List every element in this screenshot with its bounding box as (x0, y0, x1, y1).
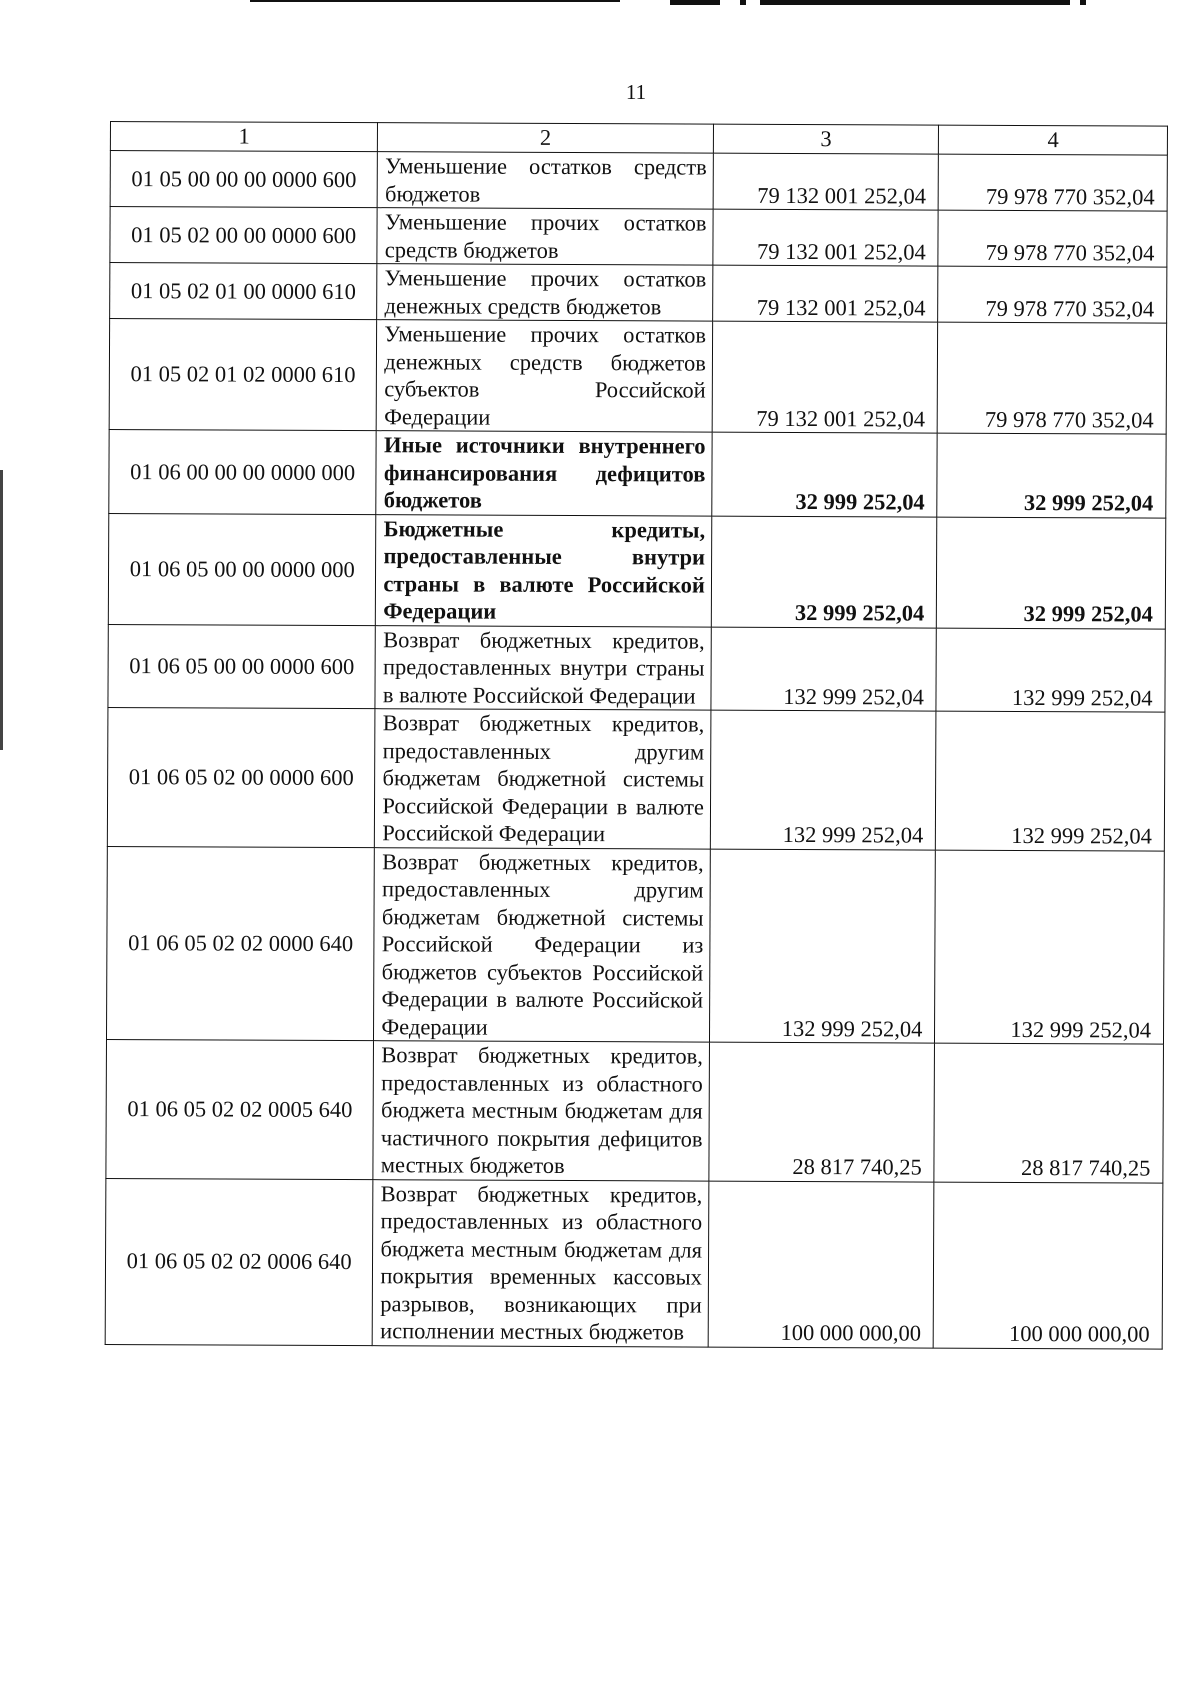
row-value-col3-cell: 100 000 000,00 (708, 1181, 934, 1348)
row-value-col4-cell: 79 978 770 352,04 (938, 322, 1167, 434)
table-row (105, 1178, 1163, 1349)
row-value-col3-cell: 132 999 252,04 (711, 627, 937, 711)
row-code-cell: 01 05 02 01 00 0000 610 (110, 263, 378, 320)
table-header-row (110, 122, 1167, 156)
row-name-cell: Возврат бюджетных кредитов, предоставленных из областного бюджета местным бюджетам для частичного покрытия дефицитов местных бюджетов (373, 1041, 709, 1181)
row-code-cell: 01 06 05 02 02 0000 640 (106, 846, 374, 1041)
table-row (106, 1039, 1164, 1182)
header-cell-4: 4 (939, 125, 1168, 155)
table-row (110, 151, 1167, 212)
row-code-cell: 01 06 00 00 00 0000 000 (109, 429, 377, 514)
table-body (105, 122, 1167, 1349)
row-value-col3-cell: 79 132 001 252,04 (713, 209, 939, 266)
header-cell-1: 1 (110, 122, 378, 152)
row-name-cell: Уменьшение прочих остатков средств бюджетов (377, 208, 713, 265)
header-cell-3: 3 (713, 124, 939, 154)
row-value-col4-cell: 79 978 770 352,04 (938, 154, 1167, 211)
row-value-col3-cell: 79 132 001 252,04 (713, 153, 939, 210)
row-name-cell: Уменьшение прочих остатков денежных средств бюджетов (377, 264, 713, 321)
row-name-cell: Возврат бюджетных кредитов, предоставленных внутри страны в валюте Российской Федерации (375, 625, 711, 710)
table-row (108, 513, 1165, 629)
row-value-col3-cell: 132 999 252,04 (710, 710, 936, 849)
row-value-col4-cell: 132 999 252,04 (936, 628, 1165, 712)
row-value-col3-cell: 32 999 252,04 (711, 516, 937, 628)
row-code-cell: 01 05 02 00 00 0000 600 (110, 207, 378, 264)
row-code-cell: 01 05 00 00 00 0000 600 (110, 151, 378, 208)
budget-sources-table (105, 121, 1168, 1349)
row-value-col3-cell: 132 999 252,04 (709, 849, 935, 1043)
table-row (109, 429, 1166, 517)
row-name-cell: Уменьшение прочих остатков денежных средств бюджетов субъектов Российской Федерации (377, 320, 713, 432)
table-row (106, 846, 1164, 1044)
row-value-col4-cell: 32 999 252,04 (937, 433, 1166, 517)
row-value-col3-cell: 28 817 740,25 (709, 1042, 935, 1181)
row-code-cell: 01 05 02 01 02 0000 610 (109, 319, 377, 431)
row-value-col4-cell: 132 999 252,04 (935, 850, 1164, 1044)
row-value-col4-cell: 132 999 252,04 (936, 711, 1165, 850)
table-row (109, 319, 1166, 435)
table-row (110, 263, 1167, 324)
row-name-cell: Бюджетные кредиты, предоставленные внутри страны в валюте Российской Федерации (376, 514, 712, 626)
row-value-col3-cell: 79 132 001 252,04 (713, 265, 939, 322)
row-code-cell: 01 06 05 02 02 0006 640 (105, 1178, 373, 1345)
row-name-cell: Иные источники внутреннего финансирования дефицитов бюджетов (376, 431, 712, 516)
row-value-col4-cell: 79 978 770 352,04 (938, 210, 1167, 267)
row-name-cell: Уменьшение остатков средств бюджетов (378, 152, 714, 209)
row-value-col4-cell: 28 817 740,25 (934, 1043, 1163, 1182)
row-name-cell: Возврат бюджетных кредитов, предоставленных из областного бюджета местным бюджетам для покрытия временных кассовых разрывов, возникающих при исполнении местных бюджетов (373, 1179, 709, 1346)
page-number: 11 (625, 80, 647, 104)
row-code-cell: 01 06 05 02 02 0005 640 (106, 1039, 374, 1179)
row-code-cell: 01 06 05 02 00 0000 600 (107, 707, 375, 847)
scan-edge-artifact (250, 0, 1130, 5)
row-value-col3-cell: 79 132 001 252,04 (712, 321, 938, 433)
row-name-cell: Возврат бюджетных кредитов, предоставленных другим бюджетам бюджетной системы Российской Федерации в валюте Российской Федерации (375, 709, 711, 849)
row-value-col4-cell: 32 999 252,04 (937, 517, 1166, 629)
scan-edge-artifact-left (0, 470, 3, 750)
row-code-cell: 01 06 05 00 00 0000 600 (108, 624, 376, 709)
table-row (110, 207, 1167, 268)
row-code-cell: 01 06 05 00 00 0000 000 (108, 513, 376, 625)
row-name-cell: Возврат бюджетных кредитов, предоставленных другим бюджетам бюджетной системы Российской Федерации из бюджетов субъектов Российской Федерации в валюте Российской Федерации (374, 847, 710, 1042)
row-value-col4-cell: 100 000 000,00 (934, 1182, 1163, 1349)
header-cell-2: 2 (378, 123, 714, 153)
table-row (107, 707, 1165, 850)
row-value-col4-cell: 79 978 770 352,04 (938, 266, 1167, 323)
table-row (108, 624, 1165, 712)
row-value-col3-cell: 32 999 252,04 (712, 432, 938, 516)
